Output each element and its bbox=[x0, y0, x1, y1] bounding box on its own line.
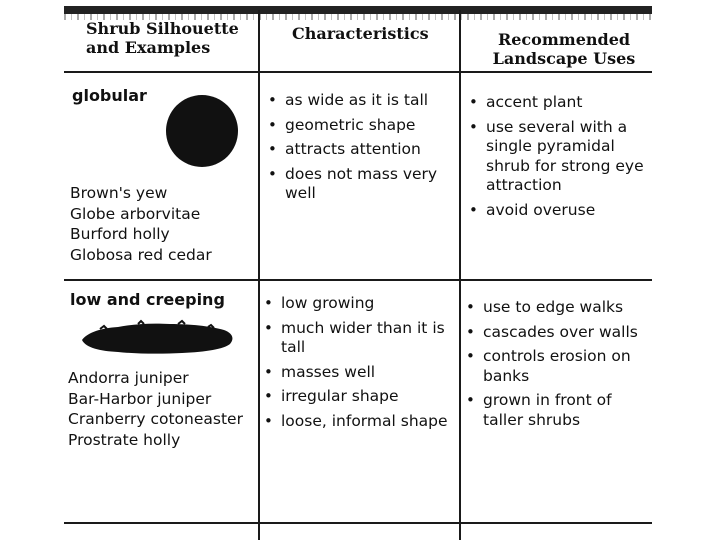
row1-bottom-rule bbox=[64, 279, 652, 281]
characteristic-item: • much wider than it is tall bbox=[264, 319, 452, 358]
characteristic-item: • geometric shape bbox=[268, 116, 454, 136]
example-item: Brown's yew bbox=[70, 184, 168, 202]
example-item: Globe arborvitae bbox=[70, 204, 201, 223]
row2-label: low and creeping bbox=[70, 290, 225, 309]
header-col2-text: Characteristics bbox=[292, 24, 429, 43]
use-item: • cascades over walls bbox=[466, 323, 648, 343]
use-item: • avoid overuse bbox=[469, 201, 649, 221]
characteristic-item: • does not mass very well bbox=[268, 165, 454, 204]
row1-examples bbox=[70, 183, 212, 265]
example-item: Globosa red cedar bbox=[70, 245, 212, 264]
globular-shrub-silhouette-icon bbox=[165, 94, 239, 168]
header-col3 bbox=[490, 30, 638, 68]
header-col1 bbox=[86, 19, 256, 57]
row1-characteristics bbox=[268, 91, 454, 209]
example-item: Andorra juniper bbox=[68, 369, 189, 387]
characteristic-item: • low growing bbox=[264, 294, 452, 314]
row1-label: globular bbox=[72, 86, 147, 105]
header-col1-line2: and Examples bbox=[86, 38, 211, 57]
col-divider-1 bbox=[258, 10, 260, 540]
example-item: Prostrate holly bbox=[68, 430, 181, 449]
table-top-border bbox=[64, 6, 652, 14]
header-col2 bbox=[292, 24, 452, 43]
example-item: Burford holly bbox=[70, 225, 170, 243]
characteristic-item: • masses well bbox=[264, 363, 452, 383]
use-item: • grown in front of taller shrubs bbox=[466, 391, 648, 430]
row2-examples bbox=[68, 368, 243, 450]
col-divider-2 bbox=[459, 10, 461, 540]
characteristic-item: • as wide as it is tall bbox=[268, 91, 454, 111]
row2-uses bbox=[466, 298, 648, 435]
characteristic-item: • attracts attention bbox=[268, 140, 454, 160]
characteristic-item: • irregular shape bbox=[264, 387, 452, 407]
header-bottom-rule bbox=[64, 71, 652, 73]
header-col3-line1: Recommended bbox=[497, 30, 631, 49]
use-item: • controls erosion on banks bbox=[466, 347, 648, 386]
use-item: • use several with a single pyramidal shrub for strong eye attraction bbox=[469, 118, 649, 196]
header-col3-line2: Landscape Uses bbox=[492, 49, 636, 68]
use-item: • accent plant bbox=[469, 93, 649, 113]
low-creeping-shrub-silhouette-icon bbox=[78, 318, 236, 358]
example-item: Cranberry cotoneaster bbox=[68, 410, 243, 428]
row2-characteristics bbox=[264, 294, 452, 436]
example-item: Bar-Harbor juniper bbox=[68, 389, 212, 408]
characteristic-item: • loose, informal shape bbox=[264, 412, 452, 432]
row2-bottom-rule bbox=[64, 522, 652, 524]
header-col1-line1: Shrub Silhouette bbox=[86, 19, 239, 38]
use-item: • use to edge walks bbox=[466, 298, 648, 318]
row1-uses bbox=[469, 93, 649, 225]
